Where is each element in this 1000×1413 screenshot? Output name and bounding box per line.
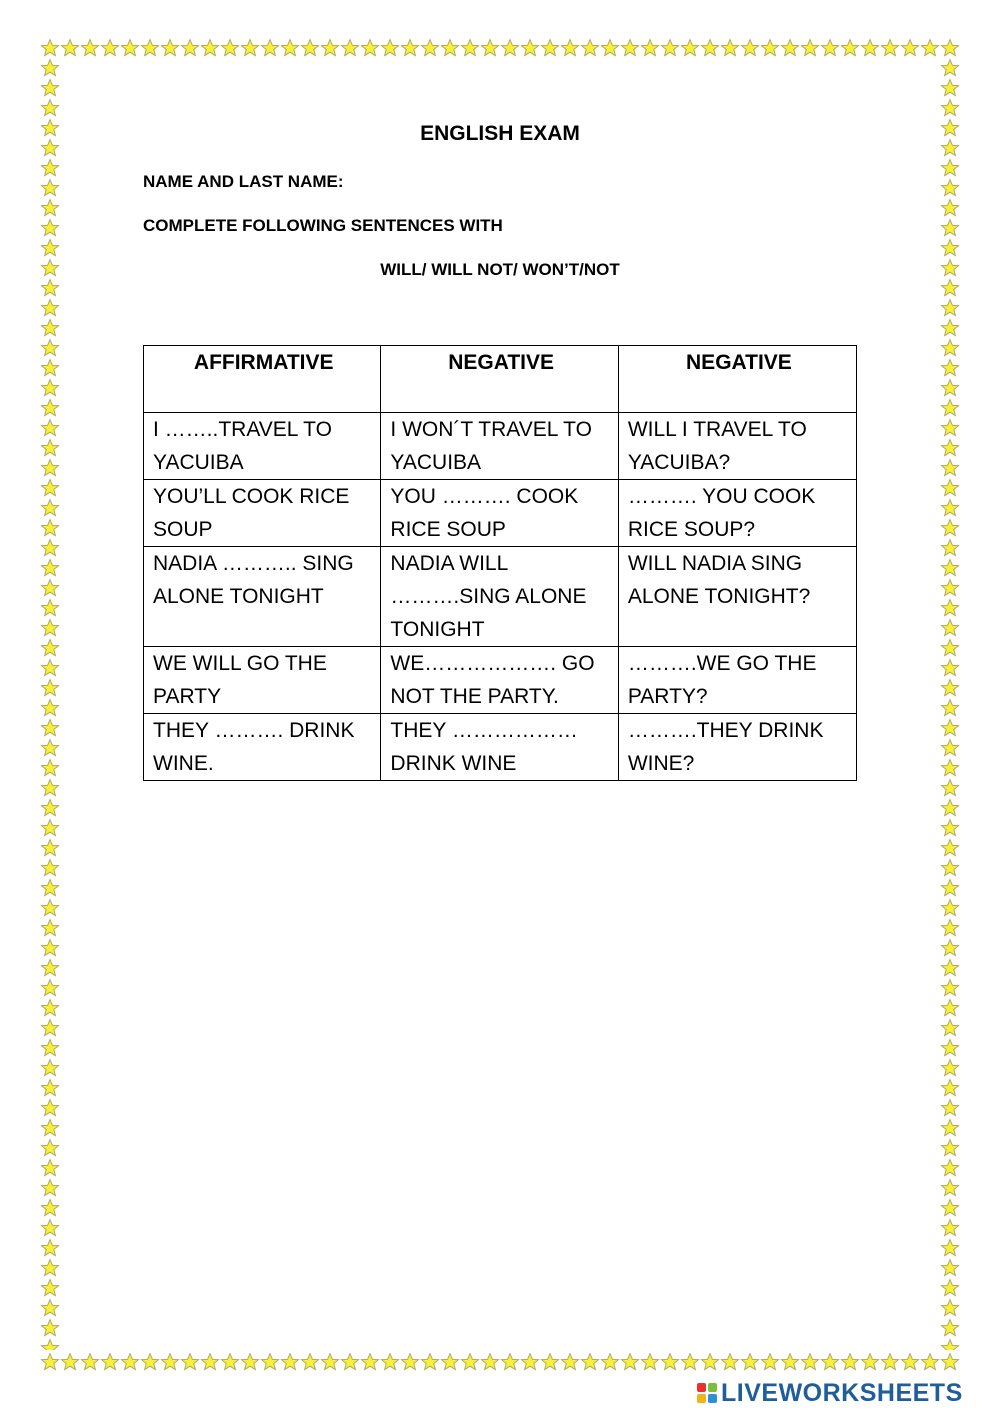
star-border-left (40, 58, 60, 1350)
negative-cell: I WON´T TRAVEL TO YACUIBA (381, 413, 618, 480)
logo-square-blue (708, 1394, 717, 1403)
name-field-label: NAME AND LAST NAME: (143, 172, 344, 191)
question-cell: ……….WE GO THE PARTY? (618, 647, 856, 714)
negative-cell: YOU ………. COOK RICE SOUP (381, 480, 618, 547)
negative-cell: THEY ………………DRINK WINE (381, 714, 618, 781)
watermark-text: LIVEWORKSHEETS (721, 1378, 963, 1407)
column-header-affirmative: AFFIRMATIVE (144, 346, 381, 413)
table-row (144, 547, 857, 647)
table-row (144, 480, 857, 547)
negative-cell: NADIA WILL ……….SING ALONE TONIGHT (381, 547, 618, 647)
table-header-row (144, 346, 857, 413)
question-cell: WILL NADIA SING ALONE TONIGHT? (618, 547, 856, 647)
exercise-table (143, 345, 857, 781)
affirmative-cell: I ……..TRAVEL TO YACUIBA (144, 413, 381, 480)
affirmative-cell: THEY ………. DRINK WINE. (144, 714, 381, 781)
table-row (144, 647, 857, 714)
affirmative-cell: NADIA ……….. SING ALONE TONIGHT (144, 547, 381, 647)
instruction-text: COMPLETE FOLLOWING SENTENCES WITH (143, 216, 503, 235)
star-border-bottom (40, 1352, 960, 1372)
negative-cell: WE………………. GO NOT THE PARTY. (381, 647, 618, 714)
table-row (144, 413, 857, 480)
options-text: WILL/ WILL NOT/ WON’T/NOT (380, 260, 620, 279)
logo-square-yellow (697, 1394, 706, 1403)
table-row (144, 714, 857, 781)
logo-square-green (708, 1383, 717, 1392)
star-border-top (40, 38, 960, 58)
liveworksheets-watermark[interactable] (697, 1378, 963, 1408)
exam-title: ENGLISH EXAM (420, 122, 580, 145)
question-cell: ……….THEY DRINK WINE? (618, 714, 856, 781)
liveworksheets-logo-icon (697, 1383, 717, 1403)
affirmative-cell: WE WILL GO THE PARTY (144, 647, 381, 714)
logo-square-red (697, 1383, 706, 1392)
column-header-question: NEGATIVE (618, 346, 856, 413)
star-border-right (940, 58, 960, 1350)
question-cell: WILL I TRAVEL TO YACUIBA? (618, 413, 856, 480)
column-header-negative: NEGATIVE (381, 346, 618, 413)
affirmative-cell: YOU’LL COOK RICE SOUP (144, 480, 381, 547)
question-cell: ………. YOU COOK RICE SOUP? (618, 480, 856, 547)
